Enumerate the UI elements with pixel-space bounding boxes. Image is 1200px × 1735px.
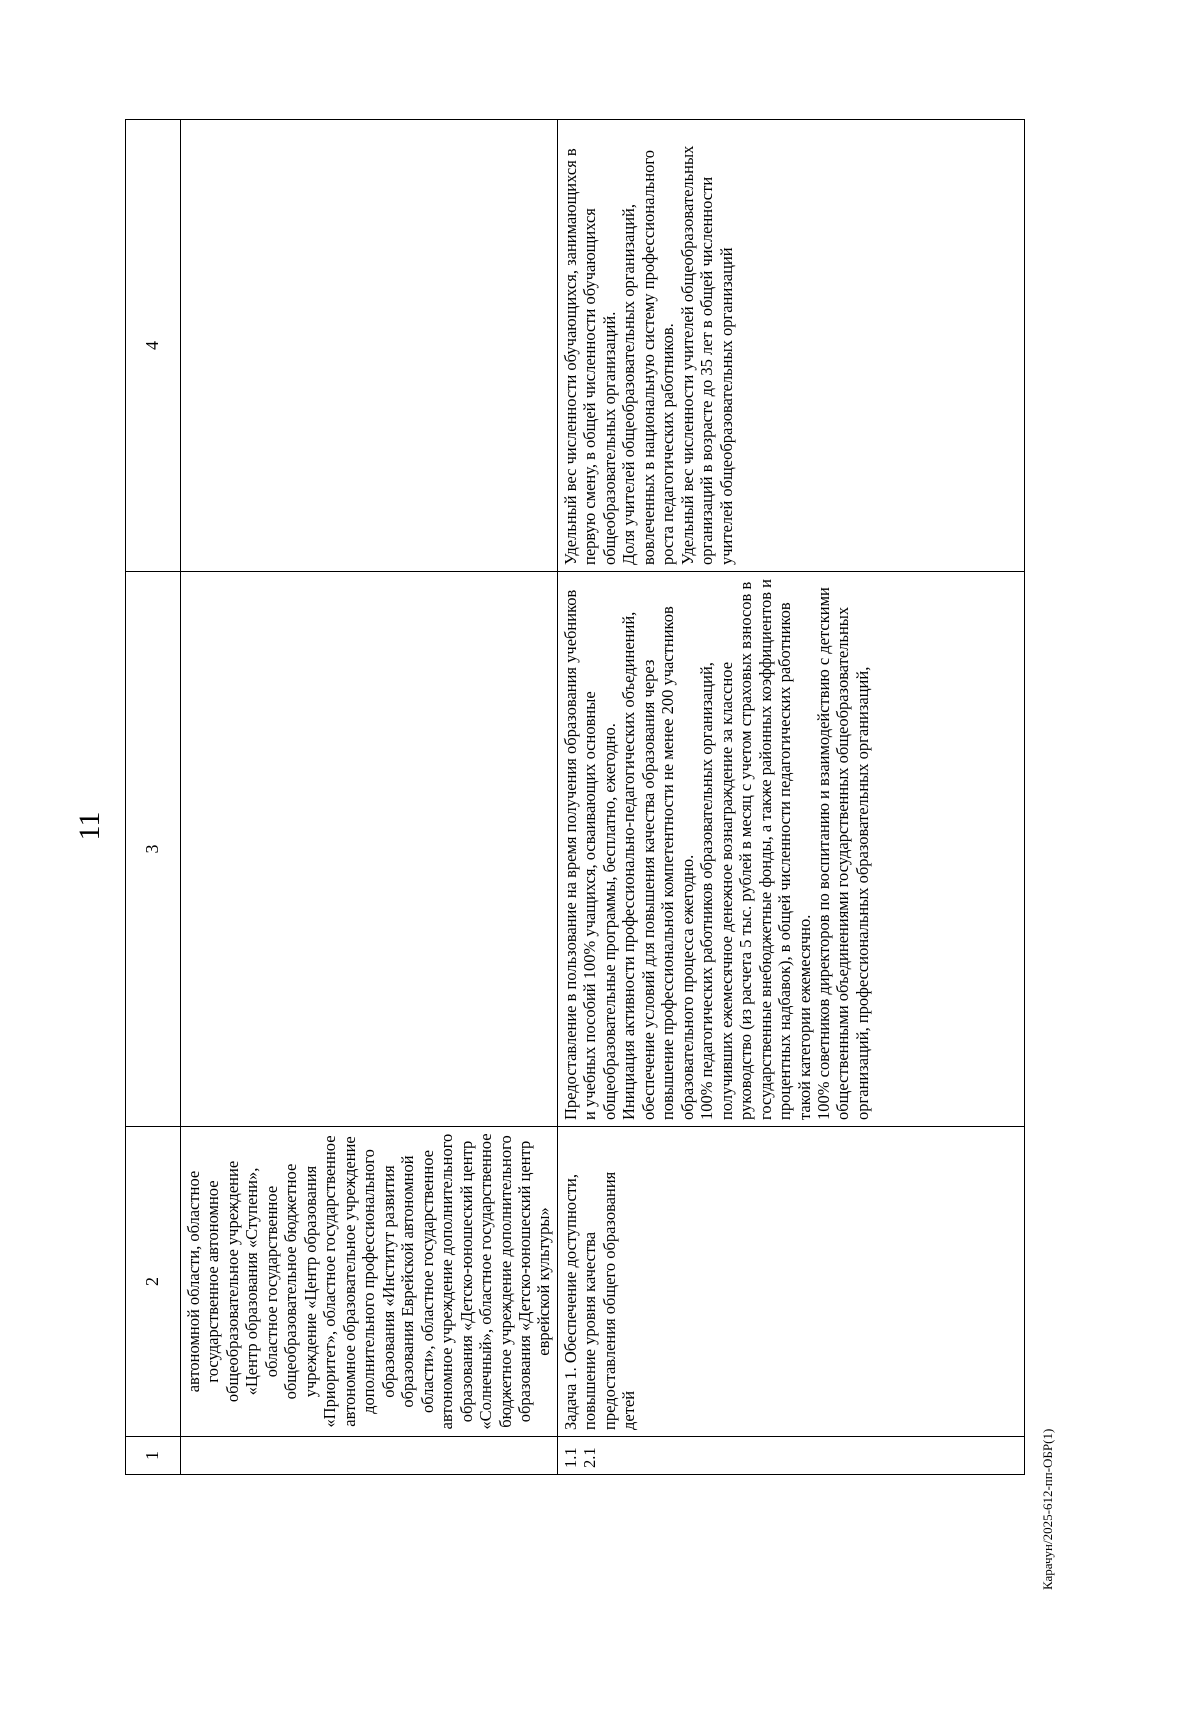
column-header-4: 4 [126,120,181,572]
data-table [125,119,1025,1475]
empty-cell [181,572,558,1127]
task-cell: Задача 1. Обеспечение доступности, повышение уровня качества предоставления общего образования детей [557,1127,1024,1437]
result-item: Предоставление в пользование на время получения образования учебников и учебных пособий 100% учащихся, осваивающих основные общеобразовательные программы, бесплатно, ежегодно. [560,589,619,1120]
result-item: 100% советников директоров по воспитанию и взаимодействию с детскими общественными объединениями государственных общеобразовательных организаций, профессиональных образовательных организаций, [814,587,872,1120]
empty-cell [181,120,558,572]
result-item: Инициация активности профессионально-педагогических объединений, обеспечение условий для повышения качества образования через повышение профессиональной компетентности не менее 200 участников образовательного процесса ежегодно. [619,606,697,1120]
table-header-row [126,120,181,1475]
document-code: Карачун/2025-612-пп-ОБР(1) [1040,1428,1055,1590]
indicators-cell [557,120,1024,572]
institutions-list-cell: автономной области, областное государственное автономное общеобразовательное учреждение «Центр образования «Ступени», областное государственное общеобразовательное бюджетное учреждение «Центр образования «Приоритет», областное государственное автономное образовательное учреждение дополнительного профессионального образования «Институт развития образования Еврейской автономной области», областное государственное автономное учреждение дополнительного образования «Детско-юношеский центр «Солнечный», областное государственное бюджетное учреждение дополнительного образования «Детско-юношеский центр еврейской культуры» [181,1127,558,1437]
indicator-item: Удельный вес численности обучающихся, занимающихся в первую смену, в общей численности обучающихся общеобразовательных организаций. [560,148,619,565]
row-number-empty [181,1437,558,1475]
indicator-item: Доля учителей общеобразовательных организаций, вовлеченных в национальную систему профессионального роста педагогических работников. [619,149,678,565]
page-number: 11 [73,811,106,841]
table-row-1-12-1 [557,120,1024,1475]
results-cell [557,572,1024,1127]
column-header-3: 3 [126,572,181,1127]
column-header-2: 2 [126,1127,181,1437]
row-number: 1.12.1 [557,1437,1024,1475]
indicator-item: Удельный вес численности учителей общеобразовательных организаций в возрасте до 35 лет в общей численности учителей общеобразовательных организаций [677,145,736,565]
column-header-1: 1 [126,1437,181,1475]
result-item: 100% педагогических работников образовательных организаций, получивших ежемесячное денежное вознаграждение за классное руководство (из расчета 5 тыс. рублей в месяц с учетом страховых взносов в государственные внебюджетные фонды, а также районных коэффициентов и процентных надбавок), в общей численности педагогических работников такой категории ежемесячно. [697,579,814,1120]
table-row-continuation [181,120,558,1475]
